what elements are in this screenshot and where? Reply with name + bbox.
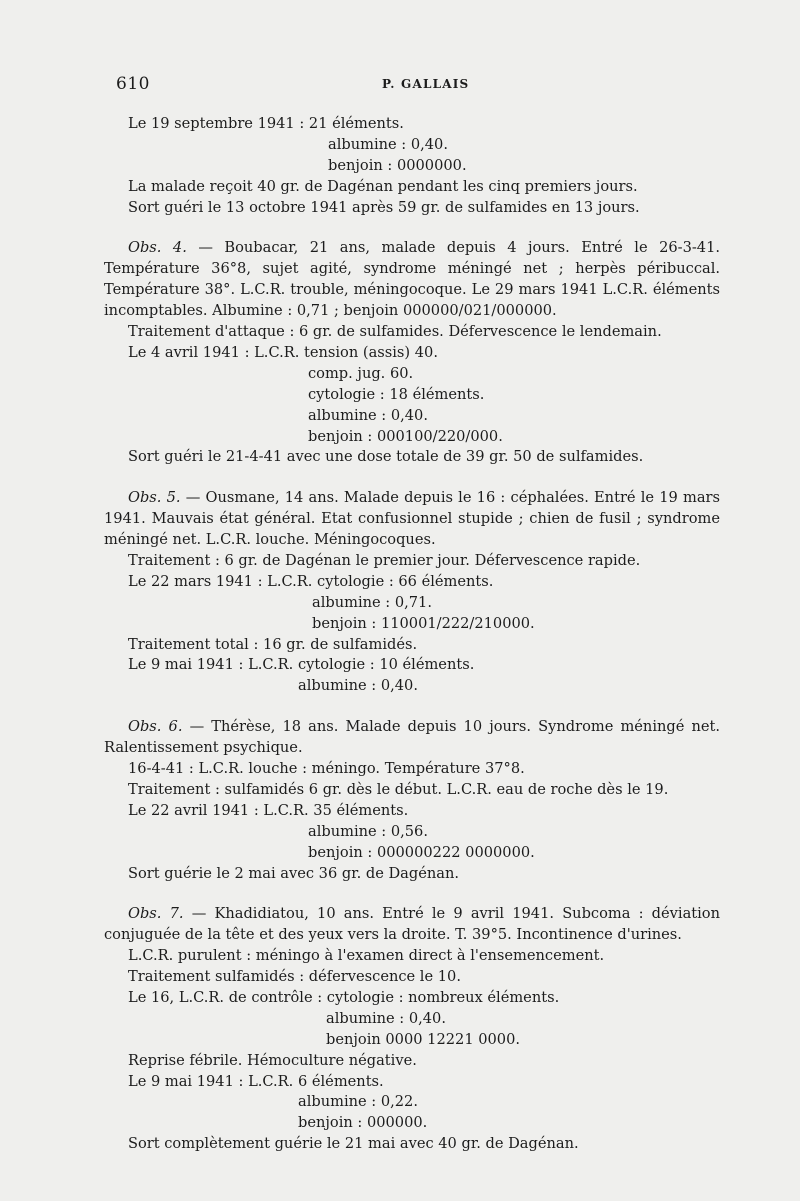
text-line: benjoin 0000 12221 0000.: [326, 1030, 521, 1048]
text-line: Sort guérie le 2 mai avec 36 gr. de Dagénan.: [128, 864, 460, 882]
paragraph-text: — Khadidiatou, 10 ans. Entré le 9 avril 1941. Subcoma : déviation conjuguée de la tête et des yeux vers la droite. T. 39°5. Incontinence d'urines.: [104, 905, 720, 944]
text-line: Le 19 septembre 1941 : 21 éléments.: [128, 115, 404, 132]
text-line: albumine : 0,40.: [298, 677, 418, 695]
text-line: Le 9 mai 1941 : L.C.R. cytologie : 10 éléments.: [128, 656, 475, 674]
text-line: Le 22 mars 1941 : L.C.R. cytologie : 66 éléments.: [128, 572, 494, 590]
text-line: Traitement : 6 gr. de Dagénan le premier jour. Défervescence rapide.: [128, 552, 641, 570]
text-line: Traitement sulfamidés : défervescence le 10.: [128, 968, 461, 986]
text-line: cytologie : 18 éléments.: [308, 385, 485, 403]
text-line: Le 4 avril 1941 : L.C.R. tension (assis) 40.: [128, 343, 438, 361]
text-line: albumine : 0,40.: [326, 1009, 446, 1027]
observation-label: Obs. 5.: [128, 489, 181, 507]
text-line: Reprise fébrile. Hémoculture négative.: [128, 1051, 417, 1069]
text-line: benjoin : 000100/220/000.: [308, 427, 503, 445]
text-line: albumine : 0,56.: [308, 822, 428, 840]
observation-label: Obs. 4.: [128, 239, 187, 257]
text-line: Traitement d'attaque : 6 gr. de sulfamides. Défervescence le lendemain.: [128, 323, 662, 341]
observation-6-intro: [104, 717, 720, 759]
text-line: La malade reçoit 40 gr. de Dagénan pendant les cinq premiers jours.: [128, 177, 638, 195]
text-line: Traitement total : 16 gr. de sulfamidés.: [128, 635, 418, 653]
text-line: Traitement : sulfamidés 6 gr. dès le début. L.C.R. eau de roche dès le 19.: [128, 780, 669, 798]
text-line: 16-4-41 : L.C.R. louche : méningo. Température 37°8.: [128, 760, 525, 778]
paragraph-text: — Ousmane, 14 ans. Malade depuis le 16 : céphalées. Entré le 19 mars 1941. Mauvais état général. Etat confusionnel stupide ; chien de fusil ; syndrome méningé net. L.C.R. louche. Méningocoques.: [104, 489, 720, 549]
text-line: albumine : 0,71.: [312, 593, 432, 611]
observation-7-intro: [104, 904, 720, 946]
text-line: benjoin : 000000222 0000000.: [308, 843, 535, 861]
observation-4-intro: [104, 238, 720, 322]
paragraph-text: — Boubacar, 21 ans, malade depuis 4 jours. Entré le 26-3-41. Température 36°8, sujet agité, syndrome méningé net ; herpès péribuccal. Température 38°. L.C.R. trouble, méningocoque. Le 29 mars 1941 L.C.R. éléments incomptables. Albumine : 0,71 ; benjoin 000000/021/000000.: [104, 239, 720, 320]
text-line: benjoin : 0000000.: [328, 156, 467, 174]
text-line: benjoin : 000000.: [298, 1114, 428, 1132]
observation-label: Obs. 7.: [128, 905, 184, 923]
text-line: Sort guéri le 13 octobre 1941 après 59 gr. de sulfamides en 13 jours.: [128, 198, 640, 216]
text-line: Le 16, L.C.R. de contrôle : cytologie : nombreux éléments.: [128, 989, 560, 1007]
text-line: comp. jug. 60.: [308, 364, 414, 382]
text-line: Sort complètement guérie le 21 mai avec 40 gr. de Dagénan.: [128, 1135, 579, 1153]
text-line: Sort guéri le 21-4-41 avec une dose totale de 39 gr. 50 de sulfamides.: [128, 448, 644, 466]
text-line: albumine : 0,22.: [298, 1093, 418, 1111]
page-header: [116, 74, 756, 96]
observation-5-intro: [104, 488, 720, 551]
page-number: 610: [116, 74, 150, 94]
text-line: Le 9 mai 1941 : L.C.R. 6 éléments.: [128, 1072, 384, 1090]
text-line: albumine : 0,40.: [328, 135, 448, 153]
running-head: P. GALLAIS: [382, 77, 470, 91]
text-line: Le 22 avril 1941 : L.C.R. 35 éléments.: [128, 801, 409, 819]
text-line: L.C.R. purulent : méningo à l'examen direct à l'ensemencement.: [128, 947, 605, 965]
text-line: albumine : 0,40.: [308, 406, 428, 424]
paragraph-text: — Thérèse, 18 ans. Malade depuis 10 jours. Syndrome méningé net. Ralentissement psychique.: [104, 718, 721, 757]
text-line: benjoin : 110001/222/210000.: [312, 614, 535, 632]
observation-label: Obs. 6.: [128, 718, 183, 736]
body-text: [104, 114, 721, 1155]
